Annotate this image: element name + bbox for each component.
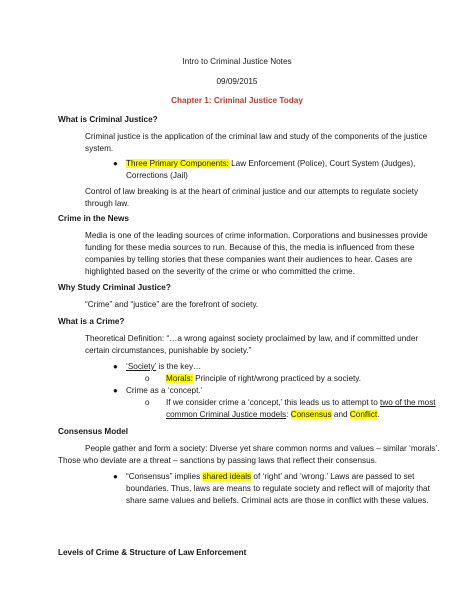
sub-bullet-text: If we consider crime a ‘concept,’ this leads us to attempt to [166,398,381,407]
bullet-icon: ● [113,159,118,168]
bullet-line [126,158,415,170]
bullet-icon: ● [113,386,118,395]
bullet-text: of ‘right’ and ‘wrong.’ Laws are passed to set [251,472,415,481]
sub-bullet-line [166,397,436,409]
section-heading-why-study: Why Study Criminal Justice? [58,283,171,292]
highlight-shared-ideals: shared ideals [202,472,252,481]
hollow-bullet-icon: o [145,398,150,407]
paragraph-line: Those who deviate are a threat – sanctions by passing laws that reflect their consensus. [58,456,378,465]
sub-bullet-text: Principle of right/wrong practiced by a society. [192,374,362,383]
bullet-text: “Consensus” implies [126,472,203,481]
underlined-text: common Criminal Justice models [166,410,287,419]
paragraph-line: companies by telling stories that these companies want their audiences to hear. Cases are [85,255,413,264]
paragraph-line: People gather and form a society: Diverse yet share common norms and values – similar ‘morals’. [85,444,440,453]
bullet-line: Corrections (Jail) [126,171,188,180]
document-title: Intro to Criminal Justice Notes [182,57,292,66]
bullet-line [126,361,201,373]
bullet-icon: ● [113,472,118,481]
bullet-line [126,471,414,483]
bullet-icon: ● [113,362,118,371]
chapter-heading: Chapter 1: Criminal Justice Today [171,96,303,105]
underlined-text: two of the most [380,398,436,407]
paragraph-line: highlighted based on the severity of the crime or who committed the crime. [85,267,355,276]
paragraph-line: Media is one of the leading sources of crime information. Corporations and businesses provide [85,231,428,240]
bullet-line: share same values and beliefs. Criminal acts are those in conflict with these values. [126,496,429,505]
highlight-consensus: Consensus [290,410,332,419]
section-heading-consensus: Consensus Model [58,427,129,436]
and-text: and [331,410,350,419]
paragraph-line: system. [85,144,114,153]
paragraph-line: Control of law breaking is at the heart of criminal justice and our attempts to regulate society [85,187,419,196]
section-heading-levels: Levels of Crime & Structure of Law Enforcement [58,548,247,557]
paragraph-line: certain circumstances, punishable by society.” [85,346,252,355]
paragraph-line: Theoretical Definition: “…a wrong against society proclaimed by law, and if committed under [85,334,419,343]
period-text: . [377,410,380,419]
paragraph-line: funding for these media sources to run. Because of this, the media is influenced from these [85,243,415,252]
hollow-bullet-icon: o [145,374,150,383]
highlight-three-components: Three Primary Components: [126,159,229,168]
sub-bullet-line [166,373,361,385]
paragraph-line: through law. [85,199,130,208]
colon-text: : [286,410,291,419]
bullet-line: Crime as a ‘concept.’ [126,386,203,395]
paragraph-line: “Crime” and “justice” are the forefront of society. [85,300,259,309]
document-date: 09/09/2015 [216,77,258,86]
sub-bullet-line [166,409,379,421]
highlight-conflict: Conflict [349,410,378,419]
paragraph-line: Criminal justice is the application of the criminal law and study of the components of the justice [85,132,428,141]
section-heading-what-is-cj: What is Criminal Justice? [58,115,158,124]
bullet-text: is the key… [156,362,202,371]
bullet-line: boundaries. Thus, laws are means to regulate society and reflect will of majority that [126,484,430,493]
section-heading-news: Crime in the News [58,214,129,223]
highlight-morals: Morals: [166,374,193,383]
society-term: ‘Society’ [126,362,157,371]
bullet-text: Law Enforcement (Police), Court System (Judges), [228,159,416,168]
section-heading-what-is-crime: What is a Crime? [58,317,125,326]
